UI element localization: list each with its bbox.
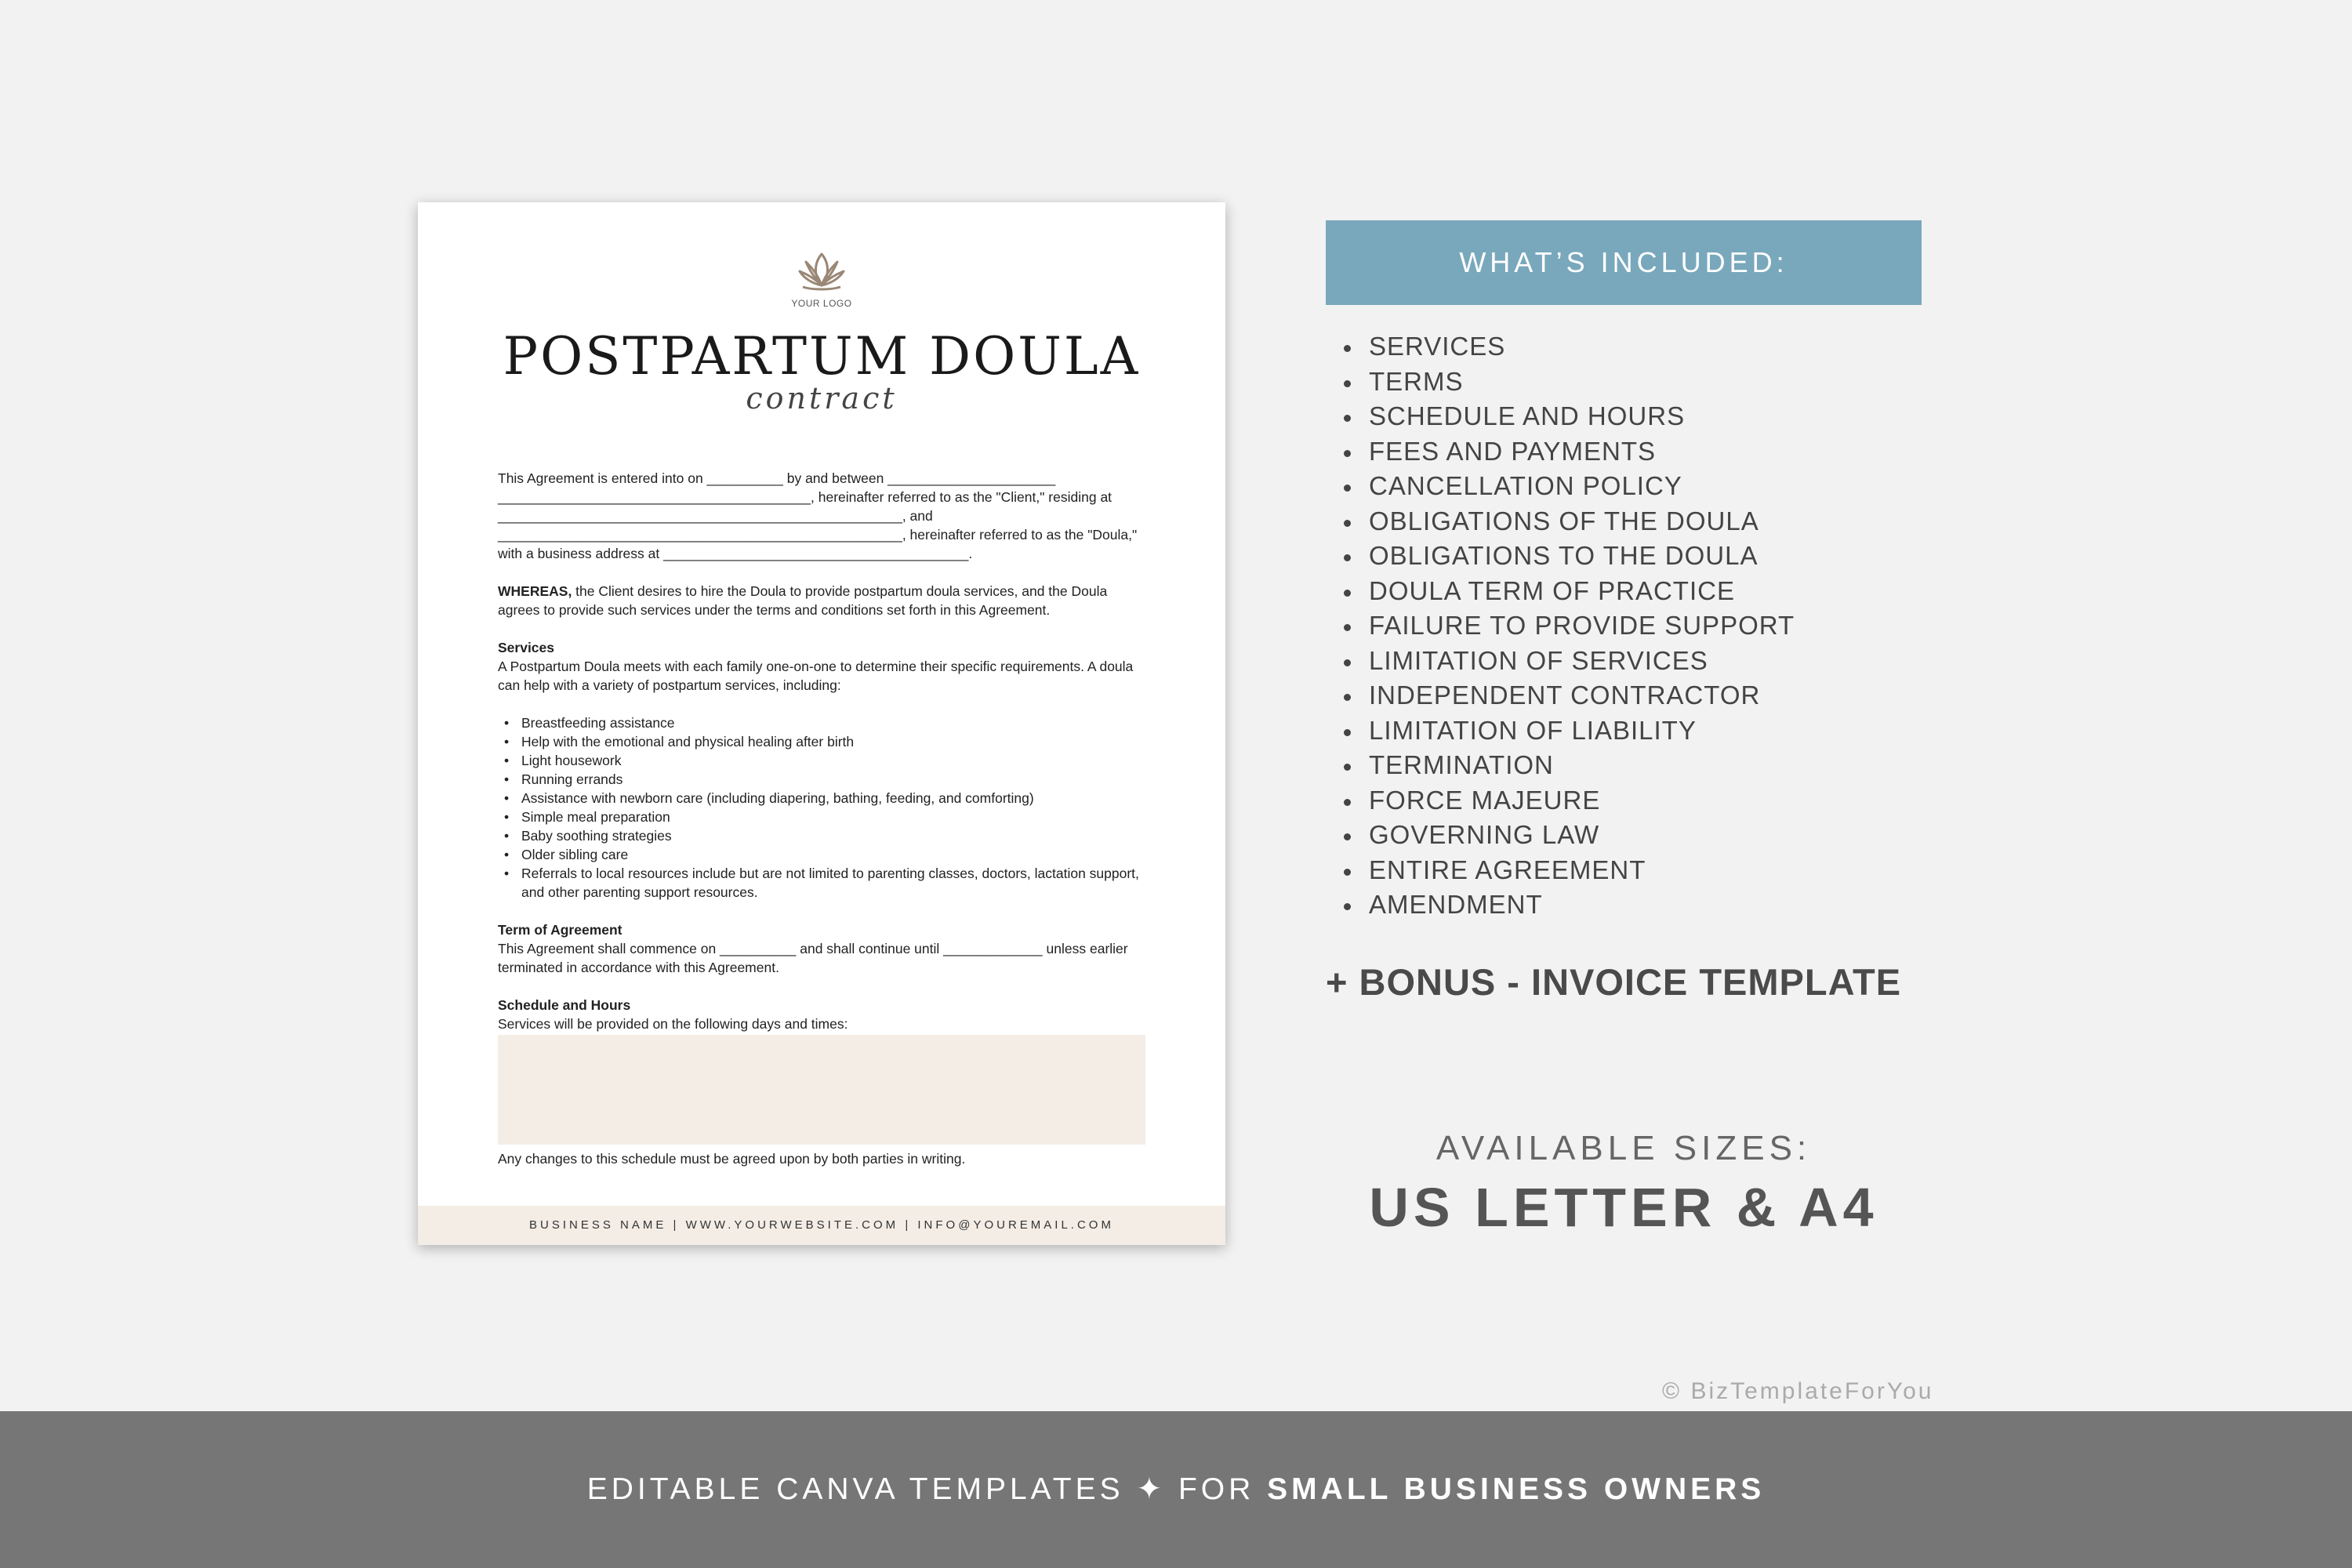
logo-label: YOUR LOGO — [791, 298, 852, 309]
document-footer: BUSINESS NAME | WWW.YOURWEBSITE.COM | INFO@YOUREMAIL.COM — [418, 1206, 1225, 1245]
list-item: SCHEDULE AND HOURS — [1369, 399, 1795, 434]
list-item: OBLIGATIONS OF THE DOULA — [1369, 504, 1795, 539]
list-item: • Running errands — [498, 770, 1149, 789]
intro-line: This Agreement is entered into on __________ by and between ______________________ — [498, 470, 1056, 486]
intro-line: _________________________________________, hereinafter referred to as the "Client," residing at — [498, 489, 1112, 505]
lotus-logo-icon — [793, 249, 850, 296]
logo — [418, 249, 1225, 309]
copyright-text: © BizTemplateForYou — [1662, 1378, 1934, 1404]
schedule-note: Any changes to this schedule must be agreed upon by both parties in writing. — [498, 1151, 966, 1167]
intro-line: _____________________________________________________, hereinafter referred to as the "Doula," — [498, 527, 1138, 543]
list-item: AMENDMENT — [1369, 887, 1795, 923]
banner-text: EDITABLE CANVA TEMPLATES ✦ FOR — [586, 1472, 1268, 1506]
bottom-banner — [0, 1411, 2352, 1568]
term-text: This Agreement shall commence on __________ and shall continue until _____________ unless earlier terminated in accordance with this Agreement. — [498, 941, 1128, 975]
whereas-lead: WHEREAS, — [498, 583, 572, 599]
list-item: • Simple meal preparation — [498, 808, 1149, 826]
list-item: • Baby soothing strategies — [498, 826, 1149, 845]
document-title: POSTPARTUM DOULA — [503, 326, 1141, 387]
list-item: • Light housework — [498, 751, 1149, 770]
list-item: CANCELLATION POLICY — [1369, 469, 1795, 504]
list-item: DOULA TERM OF PRACTICE — [1369, 574, 1795, 609]
list-item: • Breastfeeding assistance — [498, 713, 1149, 732]
list-item: TERMS — [1369, 365, 1795, 400]
whats-included-header: WHAT’S INCLUDED: — [1326, 220, 1922, 305]
whereas-paragraph — [498, 582, 1149, 619]
intro-line: with a business address at ________________________________________. — [498, 546, 973, 561]
list-item: GOVERNING LAW — [1369, 818, 1795, 853]
list-item: SERVICES — [1369, 329, 1795, 365]
schedule-heading: Schedule and Hours — [498, 997, 631, 1013]
banner-emphasis: SMALL BUSINESS OWNERS — [1267, 1472, 1766, 1506]
schedule-text: Services will be provided on the following days and times: — [498, 1016, 848, 1032]
included-list — [1369, 329, 1795, 923]
list-item: • Older sibling care — [498, 845, 1149, 864]
list-item: LIMITATION OF LIABILITY — [1369, 713, 1795, 749]
term-heading: Term of Agreement — [498, 922, 622, 938]
intro-paragraph — [498, 469, 1149, 563]
document-body — [498, 469, 1149, 1168]
document-subtitle: contract — [746, 381, 898, 416]
available-sizes-value: US LETTER & A4 — [1369, 1177, 1878, 1238]
list-item: LIMITATION OF SERVICES — [1369, 644, 1795, 679]
list-item: FORCE MAJEURE — [1369, 783, 1795, 818]
list-item: FEES AND PAYMENTS — [1369, 434, 1795, 470]
list-item: OBLIGATIONS TO THE DOULA — [1369, 539, 1795, 574]
services-heading: Services — [498, 640, 555, 655]
list-item: • Referrals to local resources include but are not limited to parenting classes, doctors, lactation support, and other parenting support resources. — [498, 864, 1149, 902]
bonus-text: + BONUS - INVOICE TEMPLATE — [1326, 961, 1902, 1003]
list-item: FAILURE TO PROVIDE SUPPORT — [1369, 608, 1795, 644]
services-list — [498, 713, 1149, 902]
list-item: INDEPENDENT CONTRACTOR — [1369, 678, 1795, 713]
intro-line: _____________________________________________________, and — [498, 508, 933, 524]
schedule-box — [498, 1035, 1145, 1145]
list-item: TERMINATION — [1369, 748, 1795, 783]
available-sizes-label: AVAILABLE SIZES: — [1436, 1129, 1812, 1167]
contract-preview — [418, 202, 1225, 1245]
services-intro: A Postpartum Doula meets with each family one-on-one to determine their specific requirements. A doula can help with a variety of postpartum services, including: — [498, 659, 1134, 693]
list-item: • Help with the emotional and physical healing after birth — [498, 732, 1149, 751]
whereas-text: the Client desires to hire the Doula to provide postpartum doula services, and the Doula agrees to provide such services under the terms and conditions set forth in this Agreement. — [498, 583, 1108, 618]
list-item: • Assistance with newborn care (including diapering, bathing, feeding, and comforting) — [498, 789, 1149, 808]
list-item: ENTIRE AGREEMENT — [1369, 853, 1795, 888]
